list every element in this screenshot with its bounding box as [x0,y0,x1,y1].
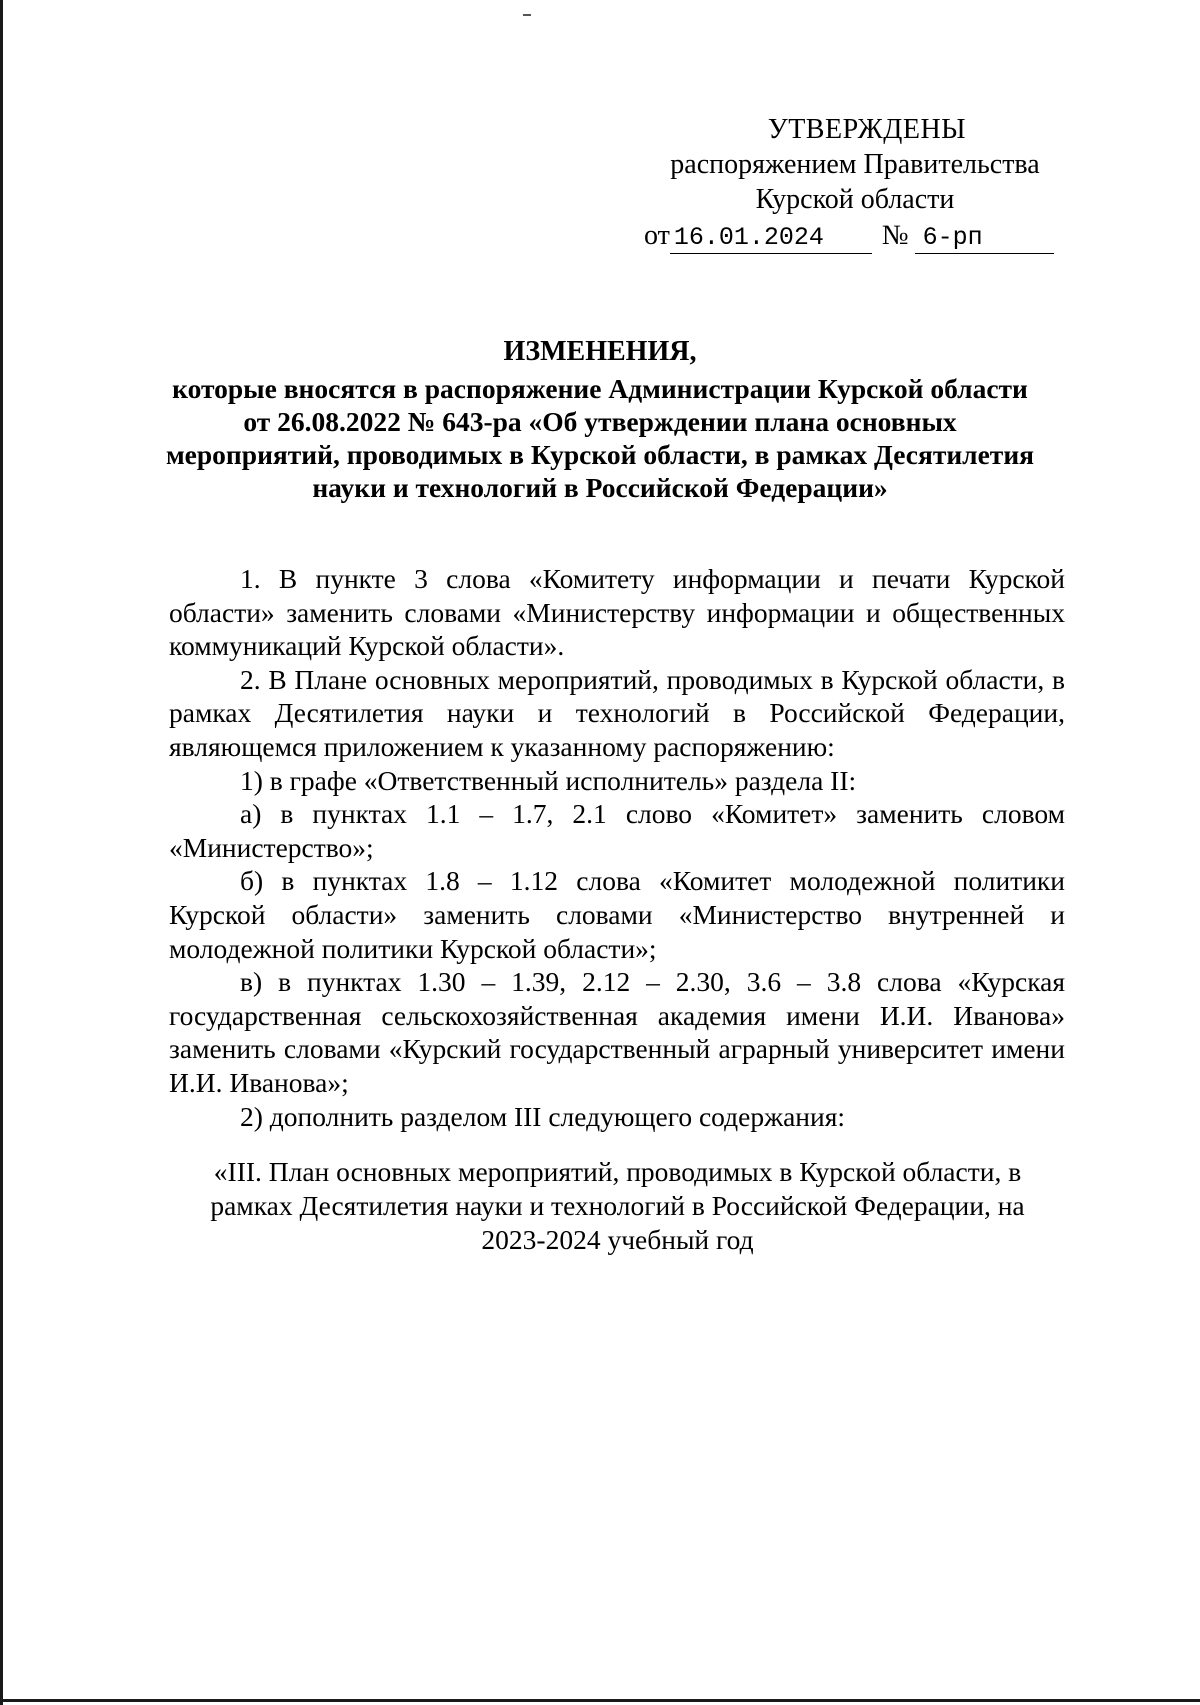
approval-block [630,112,1080,217]
paragraph-5: б) в пунктах 1.8 – 1.12 слова «Комитет молодежной политики Курской области» заменить словами «Министерство внутренней и молодежной политики Курской области»; [169,865,1065,964]
paragraph-2: 2. В Плане основных мероприятий, проводимых в Курской области, в рамках Десятилетия науки и технологий в Российской Федерации, являющемся приложением к указанному распоряжению: [169,663,1065,762]
number-sign: № [881,220,909,251]
scan-bottom-edge [0,1699,1200,1702]
paragraph-1: 1. В пункте 3 слова «Комитету информации и печати Курской области» заменить словами «Министерству информации и общественных коммуникаций Курской области». [169,563,1065,662]
heading-title: ИЗМЕНЕНИЯ, [503,336,697,367]
scan-mark [523,14,531,16]
paragraph-6: в) в пунктах 1.30 – 1.39, 2.12 – 2.30, 3.6 – 3.8 слова «Курская государственная сельскохозяйственная академия имени И.И. Иванова» заменить словами «Курский государственный аграрный университет имени И.И. Иванова»; [169,966,1065,1098]
paragraph-3: 1) в графе «Ответственный исполнитель» раздела II: [240,764,857,796]
approval-authority: распоряжением Правительства [670,149,1040,180]
heading-line-3: мероприятий, проводимых в Курской области, в рамках Десятилетия [165,439,1035,470]
heading-line-2: от 26.08.2022 № 643-ра «Об утверждении плана основных [243,406,957,437]
scan-left-edge [0,0,3,1705]
approval-region: Курской области [755,184,955,215]
approval-title: УТВЕРЖДЕНЫ [767,114,967,145]
heading-line-1: которые вносятся в распоряжение Администрации Курской области [172,373,1028,404]
section-title-line-1: «III. План основных мероприятий, проводимых в Курской области, в [213,1156,1022,1187]
date-prefix: от [644,220,670,251]
paragraph-4: а) в пунктах 1.1 – 1.7, 2.1 слово «Комитет» заменить словом «Министерство»; [169,798,1065,863]
section-title-line-3: 2023-2024 учебный год [481,1224,754,1255]
approval-date: 16.01.2024 [670,223,872,254]
section-title-line-2: рамках Десятилетия науки и технологий в Российской Федерации, на [210,1190,1025,1221]
approval-number: 6-рп [915,223,1054,254]
section-title [170,1155,1065,1257]
heading-line-4: науки и технологий в Российской Федерации» [312,472,888,503]
document-body [169,562,1065,1133]
approval-date-number [644,218,1054,254]
document-heading [150,335,1050,504]
paragraph-7: 2) дополнить разделом III следующего содержания: [240,1100,846,1132]
